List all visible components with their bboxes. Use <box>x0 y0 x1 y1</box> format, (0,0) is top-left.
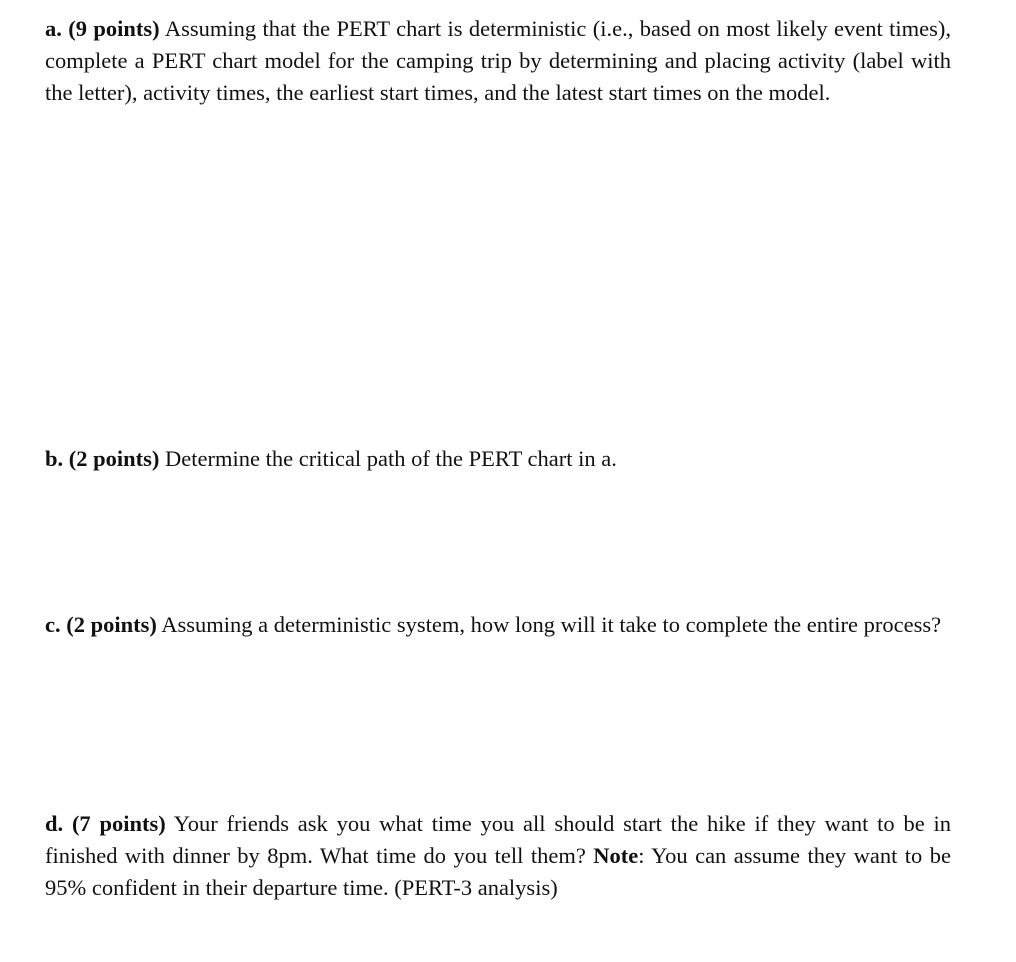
question-c <box>45 609 951 641</box>
question-d-label: d. (7 points) <box>45 811 166 836</box>
question-b-label: b. (2 points) <box>45 446 160 471</box>
question-a-label: a. (9 points) <box>45 16 160 41</box>
question-d-note-text: : You can assume they want to be 95% confident in their departure time. (PERT-3 analysis) <box>45 843 951 900</box>
question-b-text: Determine the critical path of the PERT chart in a. <box>159 446 617 471</box>
question-d <box>45 808 951 904</box>
question-d-note-label: Note <box>593 843 639 868</box>
question-a-text: Assuming that the PERT chart is deterministic (i.e., based on most likely event times), complete a PERT chart model for the camping trip by determining and placing activity (label with the letter), activity times, the earliest start times, and the latest start times on the model. <box>45 16 951 105</box>
question-d-text: Your friends ask you what time you all should start the hike if they want to be in finished with dinner by 8pm. What time do you tell them? <box>45 811 951 868</box>
question-c-text: Assuming a deterministic system, how long will it take to complete the entire process? <box>156 612 942 637</box>
question-c-label: c. (2 points) <box>45 612 157 637</box>
question-b <box>45 443 951 475</box>
question-a <box>45 13 951 109</box>
